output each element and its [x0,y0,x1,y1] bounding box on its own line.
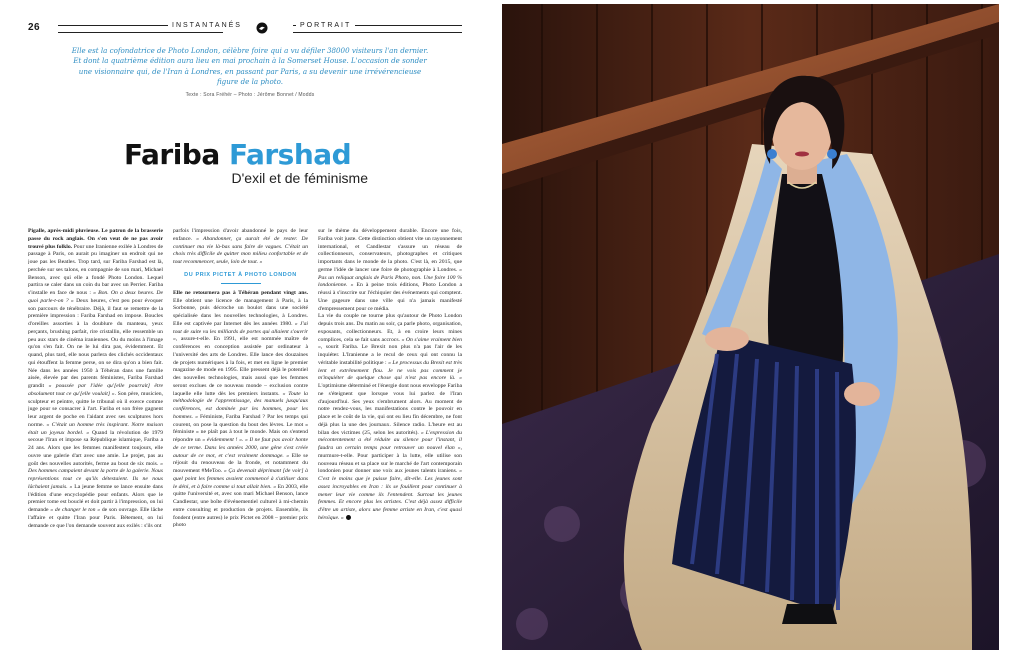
lead-text: Pigalle, après-midi pluvieuse. Le patron de la brasserie passe du rock anglais. On s'en veut de ne pas avoir trouvé plus folklo. [28,228,163,250]
quote: « J'ai tout de suite vu les milliards de portes qui allaient s'ouvrir » [173,320,308,343]
quote: « évidemment ! » [202,437,242,443]
hand [844,382,880,406]
quote: « C'était un homme très inspirant. Notre maison était un joyeux bordel. » [28,421,163,436]
article-column-2 [173,228,308,648]
body-text: En 2003, elle quitte l'université et, avec son mari Michael Benson, lance Candlestar, une boîte d'événementiel culturel à mi-chemin entre consulting et production de projets. Ensemble, ils fondent (entre autres) le prix Pictet en 2008 – premier prix photo [173,483,308,529]
section-label-instantanes: INSTANTANÉS [168,22,246,29]
body-text: Quand la révolution de 1979 secoue l'Iran et impose sa République islamique, Fariba a 24 ans. Alors que les femmes manifestent toujours, elle ouvre une galerie d'art avec une amie. Le projet, pas au goût des nouvelles autorités, ferme au bout de six mois. [28,429,163,467]
body-text: . [241,437,245,443]
body-text: Elle obtient une licence de management à Paris, à la Sorbonne, puis décroche un boulot dans une société spécialisée dans les nouvelles technologies, à Londres. Elle est captivée par Internet dès les années 1980. [173,297,308,327]
body-text: Féministe, Fariba Farshad ? Par les temps qui courent, on pose la question du bout des lèvres. Le mot « féministe » ne plaît pas à tout le monde. Mais on s'entend répondre un [173,413,308,443]
portrait-illustration [502,4,999,650]
photo-credit: Texte : Sora Fréhër – Photo : Jérôme Bonnet / Modds [185,92,315,98]
page-number: 26 [28,22,41,33]
body-text: Deux heures, c'est peu pour évoquer son parcours de ténébraire. Déjà, il faut se remettre de la première impression : Fariba Farshad en impose. Boucles d'oreilles assorties à la doublure du manteau, yeux perçants, brushing parfait, rire cristallin, elle ressemble un peu aux stars de cinéma iraniennes. Ou du moins à l'image qu'on s'en fait. On ne le lui dira pas, évidemment. Et quand, plus tard, elle nous parlera des clichés occidentaux qui étouffent la femme perse, on se dira qu'on a bien fait. Née dans les années 1950 à Téhéran dans une famille aisée, élevée par des parents féministes, Fariba Farshad grandit [28,297,163,389]
end-mark [346,515,351,520]
section-subhead: DU PRIX PICTET À PHOTO LONDON [184,271,297,278]
article-title [124,140,424,170]
title-last-name: Farshad [228,138,352,171]
paragraph [173,228,308,267]
section-label-portrait: PORTRAIT [296,22,355,29]
portrait-photo [502,4,999,650]
body-text: , sourit Fariba. Le Brexit non plus n'a pas l'air de les inquiéter. L'Iranienne a le recul de ceux qui ont connu la véritable instabilité politique : [318,344,462,366]
quote: « Des hommes campaient devant la porte de la galerie. Nous représentions tout ce qu'ils détestaient. Ils ne nous lâchaient jamais. » [28,460,163,490]
intro-text: Elle est la cofondatrice de Photo London, célèbre foire qui a vu défiler 38000 visiteurs l'an dernier. Et dont la quatrième édition aura lieu en mai prochain à la Somerset House. L'occasion de sonder une visionnaire qui, de l'Iran à Londres, en passant par Paris, a su devenir une irrévérencieuse figure de la photo. [71,46,429,86]
quote: « Il ne faut pas avoir honte de ce terme. Dans les années 2000, une gêne s'est créée autour de ce mot, et c'est vraiment dommage. » [173,437,308,459]
subhead-rule [221,283,261,284]
lead-text: Elle ne retournera pas à Téhéran pendant vingt ans. [173,289,308,296]
paragraph [173,290,308,530]
body-text: L'optimisme déterminé et l'énergie dont nous enveloppe Fariba ne s'éteignent que lorsque vous lui parlez de l'Iran d'aujourd'hui. Ses yeux s'embrument alors. Au moment de notre rendez-vous, les manifestations contre le pouvoir en place et le coût de la vie, qui ont eu lieu fin décembre, ne font déjà plus la une des journaux. Silence radio. L'heure est au bilan des victimes (25, selon les autorités). [318,383,462,436]
body-text: Elle se réjouit du renouveau de la fronde, et notamment du mouvement #MeToo. [173,452,308,474]
quote: « de changer le ton » [50,507,101,513]
paragraph [318,313,462,522]
body-text: Pour une Iranienne exilée à Londres de passage à Paris, on aurait pu imaginer un endroit qui ne joue pas les Beatles. Trop tard, sur Fariba Farshad est là, perchée sur ses talons, en compagnie de son mari, Michael Benson, avec qui elle a fondé Photo London. Lequel partira se caler dans un coin du bar avec un Perrier. Fariba s'installe en face de nous : [28,243,163,296]
earring [767,149,777,159]
body-text: de son ouvrage. Elle lâche l'affaire et quitte l'Iran pour Paris. Bêtement, on lui demande ce que l'on demande souvent aux exilés : s'ils ont [28,507,163,529]
body-text: . Son père, musicien, sculpteur et peintre, quitte le tribunal où il exerce comme juge pour se consacrer à l'art. Fariba et son frère gagnent leur argent de poche en l'aidant avec ses sculptures hors norme. [28,390,163,428]
paragraph [28,228,163,530]
paragraph [318,228,462,313]
body-text: La jeune femme se lance ensuite dans l'édition d'une encyclopédie pour enfants. Alors que le premier tome est bouclé et doit partir à l'impression, on lui demande [28,483,163,513]
body-text: La vie du couple ne tourne plus qu'autour de Photo London depuis trois ans. Du matin au soir, ça parle photo, organisation, exposants, collectionneurs. Et, à en croire leurs mines complices, cela se fait sans accrocs. [318,313,462,343]
article-subtitle: D'exil et de féminisme [231,170,368,186]
quote: « On s'aime vraiment bien » [318,336,462,351]
body-text: , murmure-t-elle. Pour participer à la lutte, elle utilise son nouveau réseau et sa place sur le marché de l'art contemporain londonien pour donner une voix aux jeunes talents iraniens. [318,445,462,475]
article-column-1 [28,228,163,648]
quote: « Toute la méthodologie de l'apprentissage, des manuels jusqu'aux conférences, est dominée par les hommes, pour les hommes. » [173,390,308,420]
body-text: En à peine trois éditions, Photo London a réussi à s'inscrire sur l'échiquier des événements qui comptent. Une gageure dans une ville qui n'a jamais manifesté d'empressement pour ce média. [318,282,462,312]
quote: « poussée par l'idée qu'[elle pourrait] être absolument tout ce qu'[elle voulait] » [28,383,163,397]
page-header [28,22,462,36]
quote: « C'est le moins que je puisse faire, dit-elle. Les jeunes sont assez incroyables en Iran : ils se fouillent pour continuer à mener leur vie comme ils l'entendent. Surtout les jeunes femmes. Et encore plus les artistes. C'est déjà assez difficile d'être un artiste, alors une femme artiste en Iran, c'est quasi héroïque. » [318,468,462,521]
quote: « Abandonner, ça aurait été de rester. De continuer ma vie là-bas sans faire de vagues. C'était un choix très difficile de quitter mon milieu confortable et de tout recommencer, seule, loin de tout. » [173,235,308,265]
lips [795,152,809,157]
shoe [782,604,837,624]
body-text: , assure-t-elle. En 1991, elle est nommée maître de conférences en conception assistée par ordinateur à l'université des arts de Londres. Elle lance des douzaines de projets numériques à la fois, et met en ligne le premier magazine de mode en 1995. Elle pressent déjà le potentiel des nouvelles technologies, mais aussi que les femmes seront exclues de ce nouveau monde – exclusion contre laquelle elle lutte dès les premiers instants. [173,336,308,397]
header-rule [58,32,223,33]
bird-logo-icon [256,22,268,34]
article-column-3 [318,228,462,648]
earring [827,149,837,159]
quote: « Le processus du Brexit est très lent et extrêmement flou. Je ne vois pas comment je m'inquiéter de quelque chose qui n'est pas encore là. » [318,359,462,382]
quote: « Pas un reliquat anglais de Paris Photo, non. Une foire 100 % londonienne. » [318,266,462,289]
quote: « Ça devenait déprimant [de voir] à quel point les femmes avaient commencé à s'utiliser dans le déni, et à faire comme si tout allait bien. » [173,468,308,490]
body-text: sur le thème du développement durable. Encore une fois, Fariba voit juste. Cette distinction obtient vite un rayonnement international, et Candlestar s'assure un réseau de collectionneurs, conservateurs, photographes et critiques importants dans le monde de la photo. C'est là, en 2015, que germe l'idée de lancer une foire de photographie à Londres. [318,228,462,273]
quote: « L'expression du mécontentement a été réduite au silence pour l'instant, il faudra un certain temps pour retrouver un nouvel élan » [318,429,462,451]
quote: « Bon. On a deux heures. De quoi parle-t-on ? » [28,290,163,304]
header-rule [293,32,462,33]
body-text: parfois l'impression d'avoir abandonné le pays de leur enfance. [173,228,308,242]
hand [705,327,749,351]
title-first-name: Fariba [124,138,220,171]
